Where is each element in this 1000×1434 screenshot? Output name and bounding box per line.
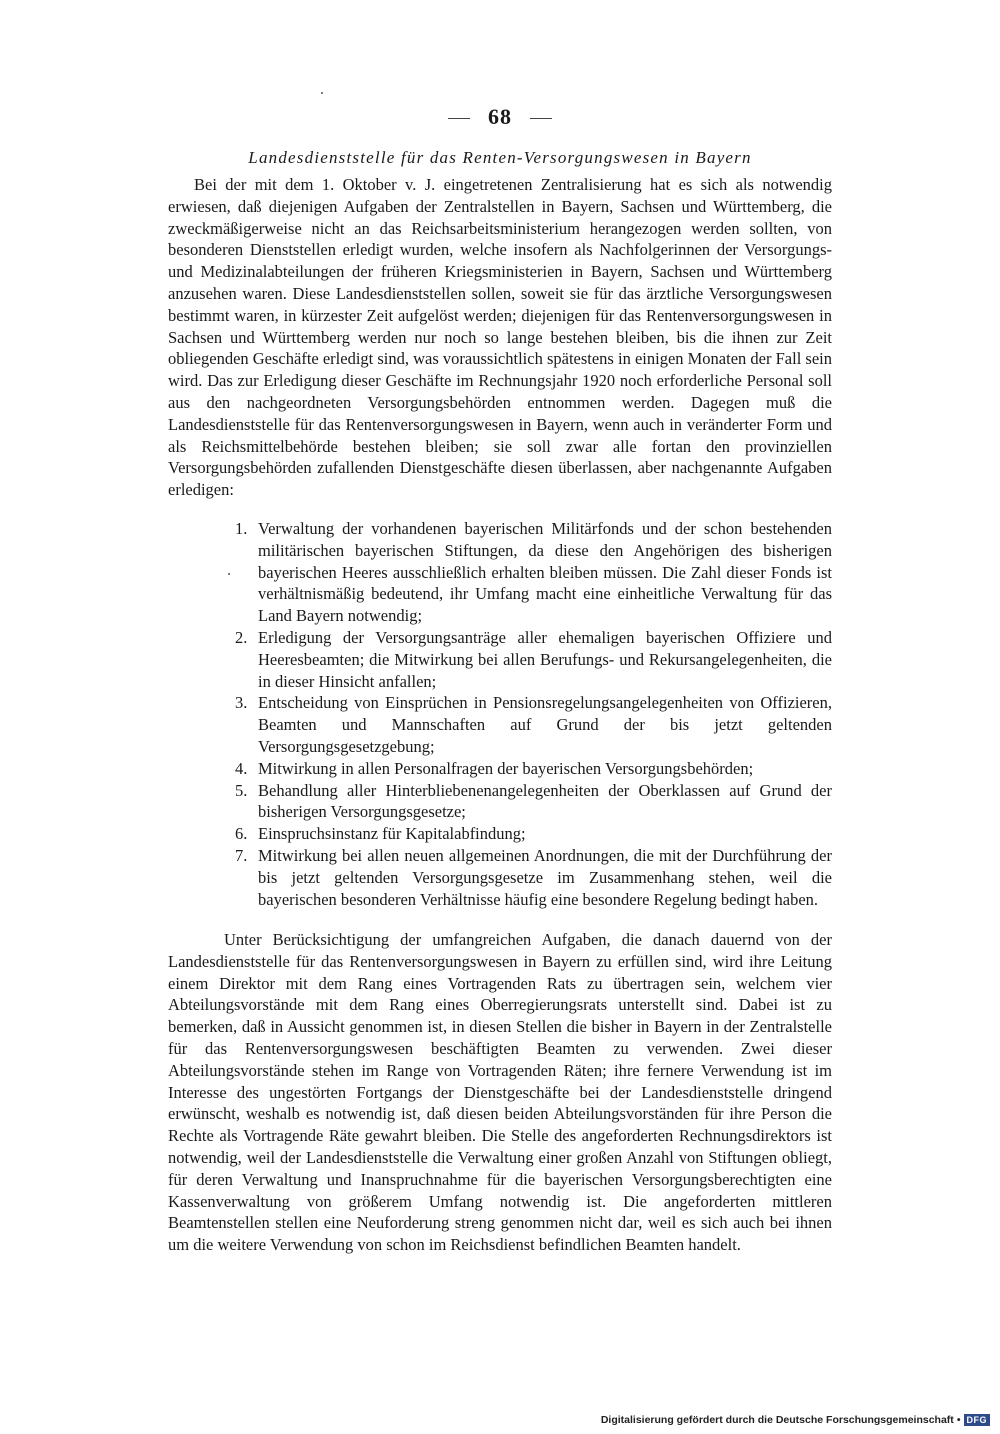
task-list xyxy=(168,518,832,910)
list-item xyxy=(168,780,832,824)
list-item xyxy=(168,692,832,757)
list-item-text: Verwaltung der vorhandenen bayerischen Militärfonds und der schon bestehenden militärischen bayerischen Stiftungen, da diese den Angehörigen des bisherigen bayerischen Heeres ausschließlich erhalten bleiben müssen. Die Zahl dieser Fonds ist verhältnismäßig bedeutend, ihr Umfang macht eine einheitliche Verwaltung für das Land Bayern notwendig; xyxy=(258,519,832,626)
list-item-number: 2. xyxy=(235,627,248,647)
list-item-text: Mitwirkung in allen Personalfragen der bayerischen Versorgungsbehörden; xyxy=(258,758,754,778)
list-item xyxy=(168,758,832,780)
list-item-number: 6. xyxy=(235,824,248,844)
list-item-number: 4. xyxy=(235,758,248,778)
list-item-text: Einspruchsinstanz für Kapitalabfindung; xyxy=(258,824,526,844)
page-header xyxy=(0,104,1000,130)
list-item-text: Mitwirkung bei allen neuen allgemeinen Anordnungen, die mit der Durchführung der bis jetzt geltenden Versorgungsgesetze im Zusammenhang stehen, weil die bayerischen besonderen Verhältnisse häufig eine besondere Regelung bedingt haben. xyxy=(258,845,832,909)
list-item xyxy=(168,823,832,845)
page-number: 68 xyxy=(488,104,512,129)
section-heading: Landesdienststelle für das Renten-Versorgungswesen in Bayern xyxy=(248,148,752,167)
list-item-number: 1. xyxy=(235,519,248,538)
list-item-text: Behandlung aller Hinterbliebenenangelegenheiten der Oberklassen auf Grund der bisherigen Versorgungsgesetze; xyxy=(258,780,832,822)
list-item-text: Erledigung der Versorgungsanträge aller ehemaligen bayerischen Offiziere und Heeresbeamten; die Mitwirkung bei allen Berufungs- und Rekursangelegenheiten, die in dieser Hinsicht anfallen; xyxy=(258,627,832,691)
paragraph-staffing: Unter Berücksichtigung der umfangreichen Aufgaben, die danach dauernd von der Landesdienststelle für das Rentenversorgungswesen in Bayern zu erfüllen sind, wird ihre Leitung einem Direktor mit dem Rang eines Vortragenden Rats zu übertragen sein, welchem vier Abteilungsvorstände mit dem Rang eines Oberregierungsrats unterstellt sind. Dabei ist zu bemerken, daß in Aussicht genommen ist, in diesen Stellen die bisher in Bayern in der Zentralstelle für das Rentenversorgungswesen beschäftigten Beamten zu verwenden. Zwei dieser Abteilungsvorstände stehen im Range von Vortragenden Räten; ihre fernere Verwendung ist im Interesse des ungestörten Fortgangs der Dienstgeschäfte bei der Landesdienststelle dringend erwünscht, weshalb es notwendig ist, daß diesen beiden Abteilungsvorständen für ihre Person die Rechte als Vortragende Räte gewahrt bleiben. Die Stelle des angeforderten Rechnungsdirektors ist notwendig, weil der Landesdienststelle die Verwaltung einer großen Anzahl von Stiftungen obliegt, für deren Verwaltung und Inanspruchnahme für die bayerischen Versorgungsberechtigten eine Kassenverwaltung von größerem Umfang notwendig ist. Die angeforderten mittleren Beamtenstellen stellen eine Neuforderung streng genommen nicht dar, weil es sich auch bei ihnen um die weitere Verwendung von schon im Reichsdienst befindlichen Beamten handelt. xyxy=(168,930,832,1255)
credit-separator: • xyxy=(956,1414,961,1426)
digitization-credit xyxy=(601,1414,990,1426)
list-item xyxy=(168,845,832,910)
list-item xyxy=(168,627,832,692)
header-dash xyxy=(448,118,470,119)
paragraph-intro: Bei der mit dem 1. Oktober v. J. eingetretenen Zentralisierung hat es sich als notwendig erwiesen, daß diejenigen Aufgaben der Zentralstellen in Bayern, Sachsen und Württemberg, die zweckmäßigerweise nicht an das Reichsarbeitsministerium herangezogen werden sollten, von besonderen Dienststellen erledigt wurden, welche insofern als Nachfolgerinnen der Versorgungs- und Medizinalabteilungen der früheren Kriegsministerien in Bayern, Sachsen und Württemberg anzusehen waren. Diese Landesdienststellen sollen, soweit sie für das ärztliche Versorgungswesen bestimmt waren, in kürzester Zeit aufgelöst werden; diejenigen für das Rentenversorgungswesen in Sachsen und Württemberg werden nur noch so lange bestehen bleiben, bis die ihnen zur Zeit obliegenden Geschäfte erledigt sind, was voraussichtlich spätestens in einigen Monaten der Fall sein wird. Das zur Erledigung dieser Geschäfte im Rechnungsjahr 1920 noch erforderliche Personal soll aus den nachgeordneten Versorgungsbehörden entnommen werden. Dagegen muß die Landesdienststelle für das Rentenversorgungswesen in Bayern, wenn auch in veränderter Form und als Reichsmittelbehörde bestehen bleiben; sie soll zwar alle fortan den provinziellen Versorgungsbehörden zufallenden Dienstgeschäfte diesen überlassen, aber nachgenannte Aufgaben erledigen: xyxy=(168,175,832,500)
list-item-number: 5. xyxy=(235,780,248,800)
list-item-text: Entscheidung von Einsprüchen in Pensionsregelungsangelegenheiten von Offizieren, Beamten und Mannschaften auf Grund der bis jetzt geltenden Versorgungsgesetzgebung; xyxy=(258,693,832,756)
list-item-number: 3. xyxy=(235,693,248,713)
header-dash xyxy=(530,118,552,119)
credit-text: Digitalisierung gefördert durch die Deutsche Forschungsgemeinschaft xyxy=(600,1414,954,1426)
list-item xyxy=(168,518,832,627)
list-item-number: 7. xyxy=(235,845,248,865)
scan-speck xyxy=(321,92,323,94)
dfg-logo: DFG xyxy=(964,1414,991,1426)
